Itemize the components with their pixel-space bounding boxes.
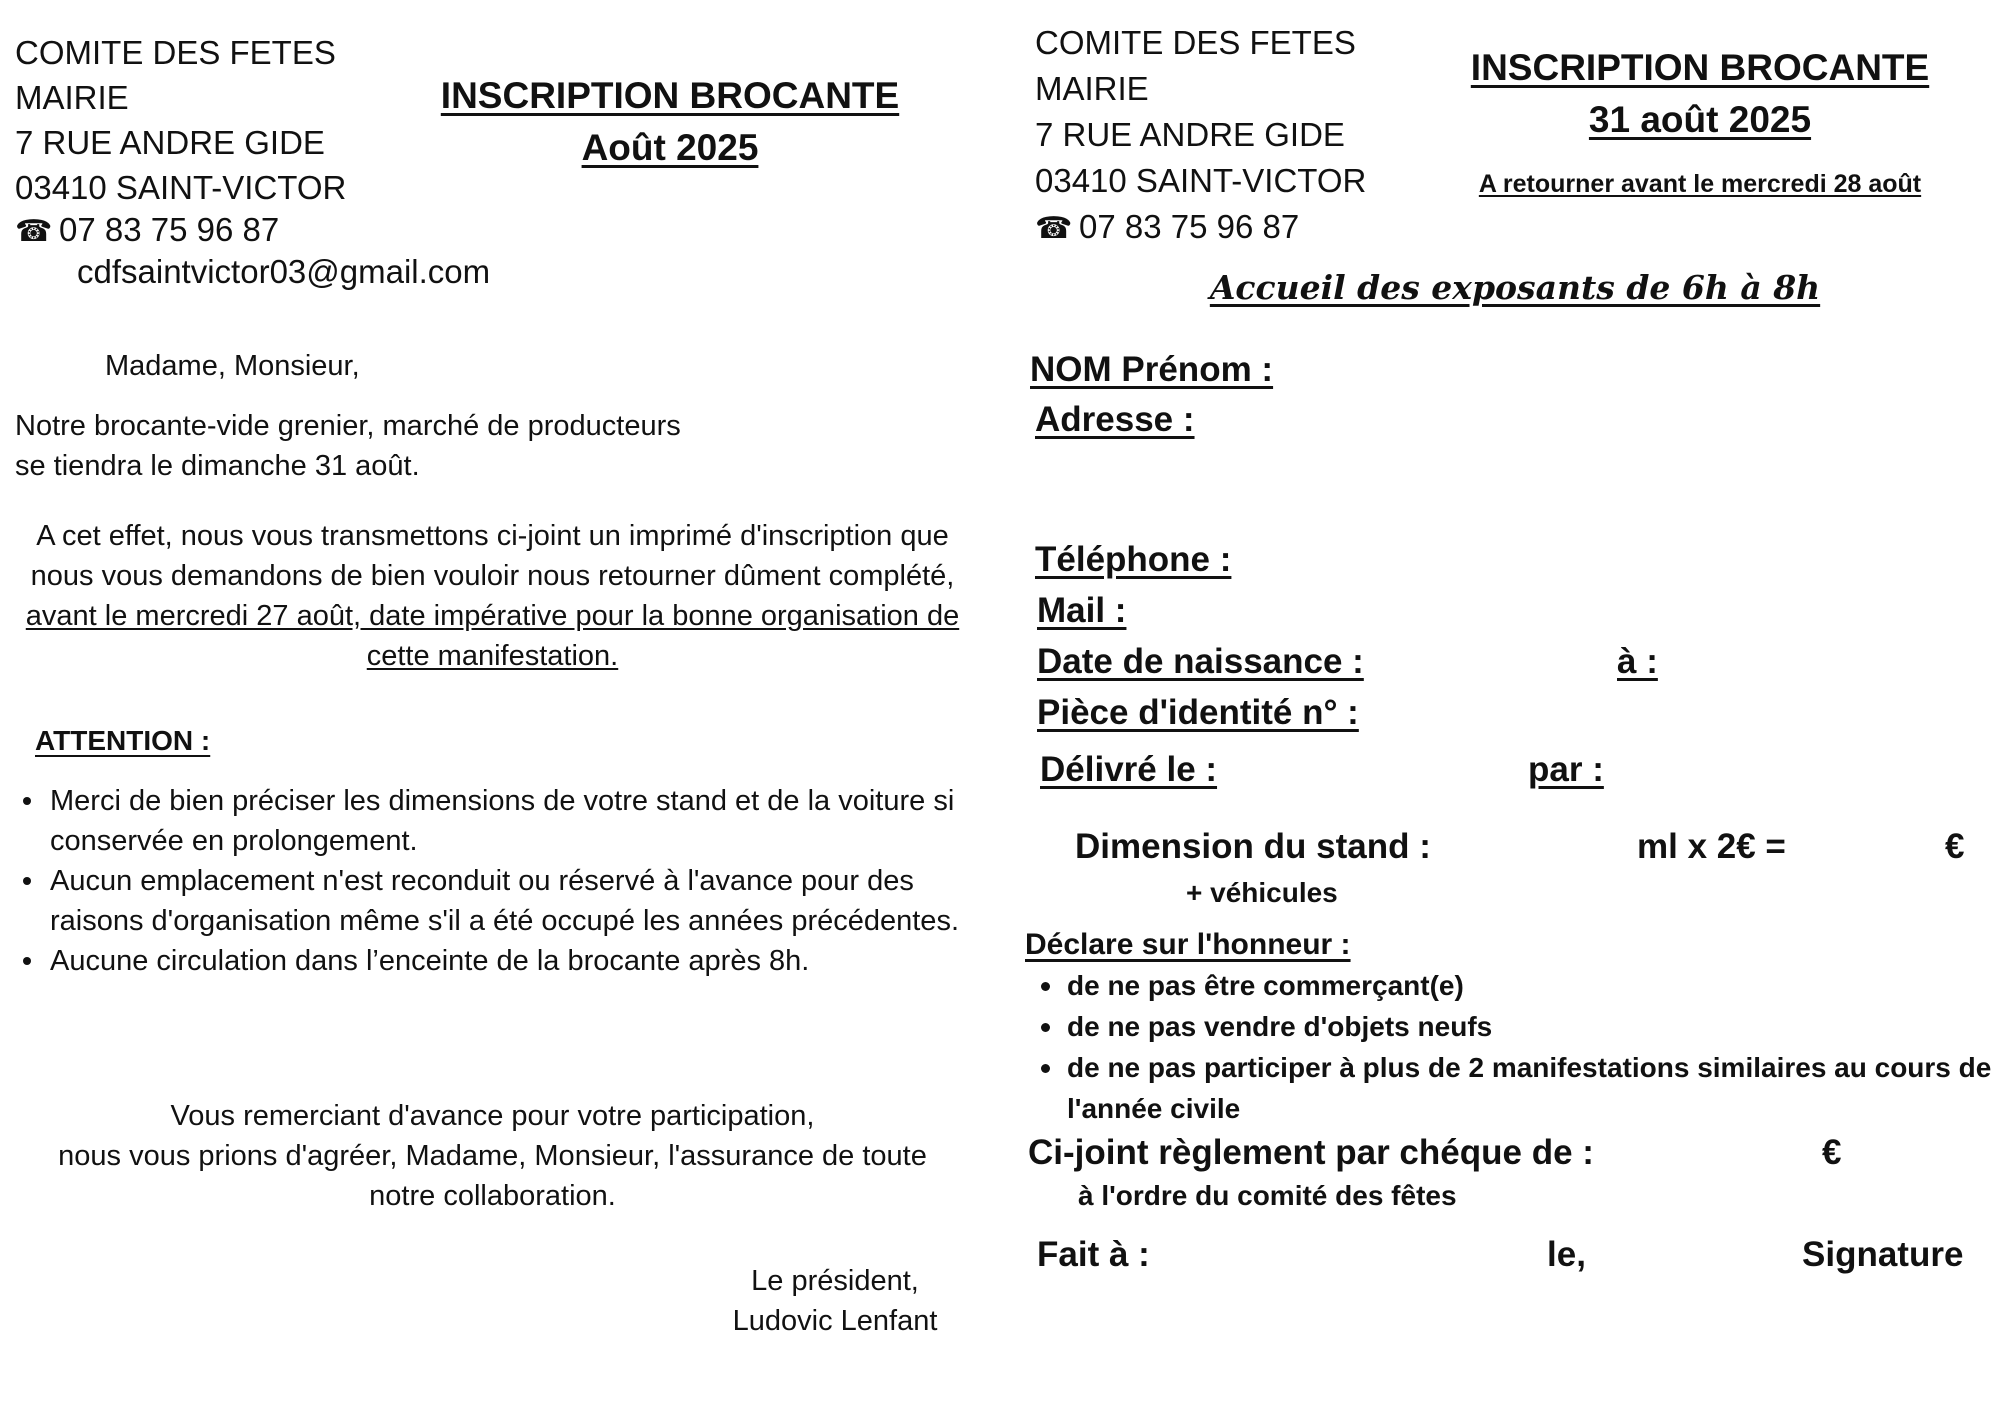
effet-text: A cet effet, nous vous transmettons ci-joint un imprimé d'inscription que nous vous demandons de bien vouloir nous retourner dûment complété,	[30, 520, 955, 592]
title-line: INSCRIPTION BROCANTE	[440, 75, 900, 116]
attention-list	[50, 781, 1000, 981]
signature-name: Ludovic Lenfant	[732, 1305, 938, 1337]
closing-paragraph	[15, 1096, 970, 1216]
field-nom-prenom[interactable]: NOM Prénom :	[1030, 350, 1274, 389]
price-per-meter: ml x 2€ =	[1637, 827, 1786, 866]
email-address: cdfsaintvictor03@gmail.com	[77, 253, 491, 290]
field-delivre-par[interactable]: par :	[1528, 750, 1604, 789]
attention-heading: ATTENTION :	[35, 725, 211, 756]
right-sender-address	[1035, 20, 1366, 252]
field-mail[interactable]: Mail :	[1037, 591, 1127, 630]
effet-paragraph	[15, 516, 970, 676]
currency-symbol: €	[1822, 1133, 1842, 1172]
left-page-title	[400, 70, 940, 174]
signature-role: Le président,	[751, 1265, 919, 1297]
phone-line	[1035, 204, 1366, 252]
field-lieu-naissance[interactable]: à :	[1617, 642, 1658, 681]
address-line: MAIRIE	[15, 79, 129, 116]
title-date: Août 2025	[581, 127, 759, 168]
title-date: 31 août 2025	[1588, 99, 1812, 140]
vehicules-note: + véhicules	[1186, 877, 1338, 908]
phone-number: 07 83 75 96 87	[59, 211, 280, 248]
intro-line: Notre brocante-vide grenier, marché de producteurs	[15, 410, 681, 442]
title-line: INSCRIPTION BROCANTE	[1470, 47, 1930, 88]
signature-block	[695, 1261, 975, 1341]
closing-line: Vous remerciant d'avance pour votre participation,	[170, 1100, 815, 1132]
phone-number: 07 83 75 96 87	[1079, 208, 1300, 245]
closing-line: notre collaboration.	[369, 1180, 616, 1212]
field-signature[interactable]: Signature	[1802, 1235, 1964, 1274]
list-item: de ne pas participer à plus de 2 manifestations similaires au cours de l'année civile	[1067, 1047, 1997, 1129]
deadline-text: avant le mercredi 27 août, date impérative pour la bonne organisation de cette manifestation.	[25, 600, 960, 672]
field-telephone[interactable]: Téléphone :	[1035, 540, 1232, 579]
field-delivre-le[interactable]: Délivré le :	[1040, 750, 1218, 789]
address-line: MAIRIE	[1035, 70, 1149, 107]
address-line: 03410 SAINT-VICTOR	[1035, 162, 1367, 199]
closing-line: nous vous prions d'agréer, Madame, Monsieur, l'assurance de toute	[58, 1140, 927, 1172]
list-item: Aucune circulation dans l’enceinte de la brocante après 8h.	[50, 941, 1000, 981]
intro-line: se tiendra le dimanche 31 août.	[15, 450, 420, 482]
phone-line	[15, 210, 490, 252]
cheque-order-note: à l'ordre du comité des fêtes	[1078, 1180, 1457, 1211]
declare-list	[1067, 965, 1997, 1129]
list-item: Merci de bien préciser les dimensions de votre stand et de la voiture si conservée en prolongement.	[50, 781, 1000, 861]
address-line: COMITE DES FETES	[15, 34, 336, 71]
currency-symbol: €	[1945, 827, 1965, 866]
telephone-icon: ☎	[1035, 212, 1073, 245]
address-line: 7 RUE ANDRE GIDE	[15, 124, 325, 161]
list-item: de ne pas vendre d'objets neufs	[1067, 1006, 1997, 1047]
telephone-icon: ☎	[15, 215, 53, 248]
list-item: Aucun emplacement n'est reconduit ou réservé à l'avance pour des raisons d'organisation même s'il a été occupé les années précédentes.	[50, 861, 1000, 941]
address-line: 7 RUE ANDRE GIDE	[1035, 116, 1345, 153]
declare-heading: Déclare sur l'honneur :	[1025, 928, 1351, 961]
return-deadline: A retourner avant le mercredi 28 août	[1478, 170, 1922, 198]
field-adresse[interactable]: Adresse :	[1035, 400, 1195, 439]
address-line: COMITE DES FETES	[1035, 24, 1356, 61]
field-date-signature[interactable]: le,	[1547, 1235, 1586, 1274]
address-line: 03410 SAINT-VICTOR	[15, 169, 347, 206]
field-fait-a[interactable]: Fait à :	[1037, 1235, 1150, 1274]
list-item: de ne pas être commerçant(e)	[1067, 965, 1997, 1006]
right-page-title	[1420, 42, 1980, 146]
field-date-naissance[interactable]: Date de naissance :	[1037, 642, 1364, 681]
salutation: Madame, Monsieur,	[105, 350, 360, 382]
accueil-note: Accueil des exposants de 6h à 8h	[1209, 268, 1821, 307]
field-reglement-cheque[interactable]: Ci-joint règlement par chéque de :	[1028, 1133, 1594, 1172]
field-piece-identite[interactable]: Pièce d'identité n° :	[1037, 693, 1359, 732]
field-dimension-stand[interactable]: Dimension du stand :	[1075, 827, 1431, 866]
intro-paragraph	[15, 406, 681, 486]
